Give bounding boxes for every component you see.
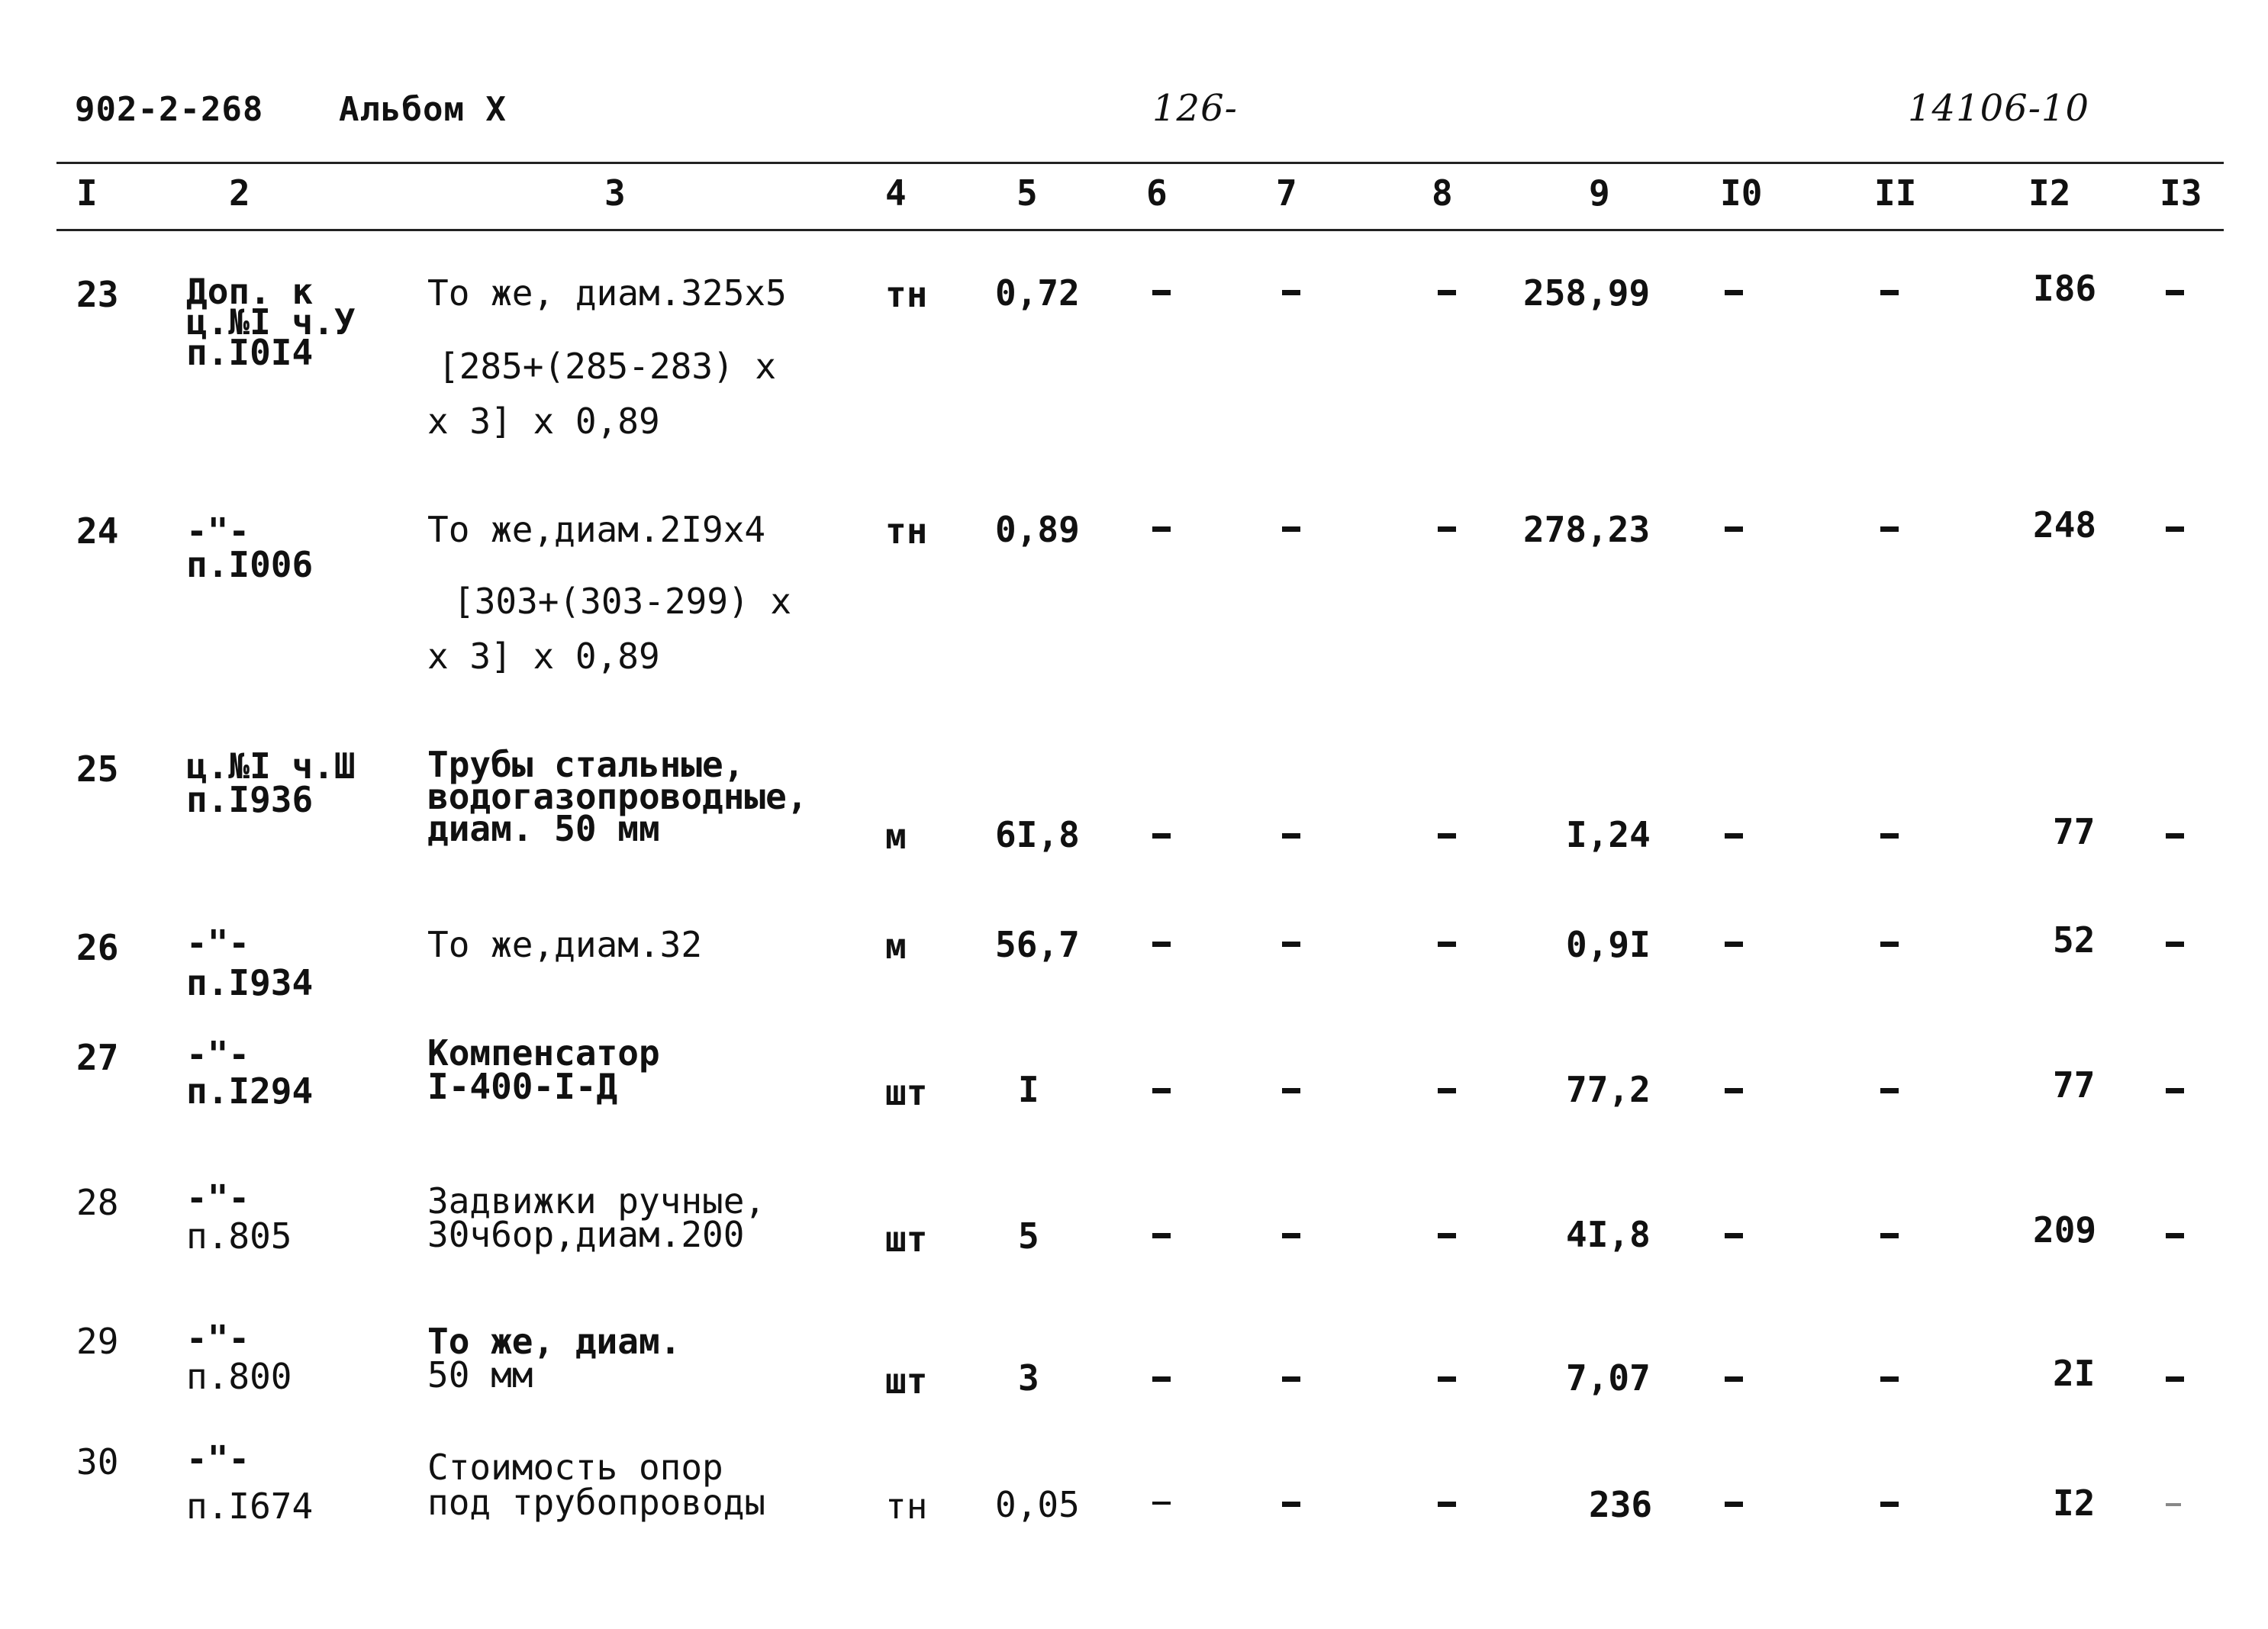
row-quantity: 3 [1018,1357,1039,1399]
row-number: 25 [76,749,119,790]
row-description: Задвижки ручные, [427,1180,766,1222]
row-unit: шт [885,1072,928,1113]
col-header-8: 8 [1432,172,1453,214]
row-ref-line: п.I674 [186,1486,314,1527]
dash-mark [1152,942,1171,947]
col-header-1: I [76,172,98,214]
row-number: 23 [76,274,119,315]
dash-mark [1152,1376,1171,1382]
row-ref-line: п.I934 [186,962,314,1003]
row-quantity: 0,72 [995,272,1080,314]
row-col12-value: I2 [2053,1483,2096,1524]
dash-mark [1282,942,1300,947]
row-number: 26 [76,927,119,968]
row-unit: м [885,816,907,857]
row-description: водогазопроводные, [427,776,808,817]
row-ref-line: Доп. к [186,271,314,312]
dash-mark [1880,290,1899,295]
header-rule [56,162,2224,164]
dash-mark [1725,290,1743,295]
sheet-number: 14106-10 [1908,87,2089,130]
row-col9-value: 0,9I [1566,924,1651,965]
dash-mark [2166,526,2184,532]
dash-mark [1438,526,1456,532]
row-col9-value: 7,07 [1566,1357,1651,1399]
row-number: 27 [76,1037,119,1078]
dash-mark [1438,1502,1456,1507]
row-col12-value: 2I [2053,1353,2096,1394]
row-quantity: 5 [1018,1215,1039,1257]
col-header-5: 5 [1016,172,1038,214]
row-quantity: 0,89 [995,509,1080,550]
row-unit: шт [885,1219,928,1260]
row-number: 30 [76,1441,119,1483]
dash-mark [1152,833,1171,839]
row-description: Трубы стальные, [427,744,745,785]
row-col9-value: 4I,8 [1566,1214,1651,1255]
row-description: То же,диам.32 [427,924,703,965]
dash-mark [1152,1233,1171,1238]
col-header-12: I2 [2028,172,2071,214]
dash-mark [1282,833,1300,839]
dash-mark [1282,1376,1300,1382]
dash-mark [1725,1233,1743,1238]
col-header-2: 2 [229,172,250,214]
dash-mark [2166,1376,2184,1382]
dash-mark [1282,290,1300,295]
dash-mark [1880,942,1899,947]
col-header-3: 3 [604,172,626,214]
dash-mark [1282,1502,1300,1507]
dash-mark [1880,1088,1899,1093]
dash-mark [1152,1088,1171,1093]
dash-mark [1880,833,1899,839]
col-header-7: 7 [1276,172,1297,214]
row-formula-line: х 3] х 0,89 [427,636,660,677]
dash-mark [1152,1502,1171,1505]
row-col9-value: 77,2 [1566,1069,1651,1110]
dash-mark [1880,1502,1899,1507]
dash-mark [2166,1233,2184,1238]
row-formula-line: [303+(303-299) х [453,581,792,622]
row-ref-line: п.I0I4 [186,332,314,373]
row-description: Стоимость опор [427,1447,723,1488]
dash-mark [1282,1088,1300,1093]
row-description: I-400-I-Д [427,1066,618,1107]
row-col12-value: I86 [2033,268,2097,309]
dash-mark [2166,833,2184,839]
row-quantity: 6I,8 [995,814,1080,855]
dash-mark [1152,526,1171,532]
col-header-9: 9 [1589,172,1610,214]
row-unit: тн [885,510,928,552]
col-header-10: I0 [1720,172,1763,214]
row-description: под трубопроводы [427,1482,766,1523]
dash-mark [1725,1088,1743,1093]
dash-mark [1282,1233,1300,1238]
row-ref-line: -"- [186,1177,250,1219]
row-quantity: 0,05 [995,1484,1080,1525]
dash-mark [2166,1088,2184,1093]
row-col12-value: 52 [2053,919,2096,961]
row-number: 24 [76,510,119,552]
row-ref-line: -"- [186,1034,250,1075]
col-header-6: 6 [1146,172,1168,214]
row-ref-line: п.I294 [186,1070,314,1112]
row-formula-line: х 3] х 0,89 [427,401,660,442]
row-ref-line: -"- [186,922,250,964]
dash-mark [1438,290,1456,295]
dash-mark [1438,833,1456,839]
dash-mark [1438,942,1456,947]
dash-mark [1438,1376,1456,1382]
dash-mark [1880,1376,1899,1382]
row-ref-line: -"- [186,1438,250,1479]
row-col12-value: 77 [2053,811,2096,852]
dash-mark [1725,942,1743,947]
row-unit: тн [885,274,928,315]
row-unit: тн [885,1486,928,1527]
doc-code: 902-2-268 [75,90,264,129]
row-description: 50 мм [427,1354,533,1396]
col-header-13: I3 [2160,172,2202,214]
row-ref-line: -"- [186,510,250,552]
dash-mark [1880,1233,1899,1238]
row-number: 28 [76,1182,119,1223]
row-description: диам. 50 мм [427,808,660,849]
dash-mark [1725,1376,1743,1382]
row-unit: шт [885,1360,928,1402]
row-col9-value: 258,99 [1523,272,1651,314]
row-quantity: I [1018,1069,1039,1110]
row-col9-value: 236 [1589,1484,1653,1525]
dash-mark [1725,526,1743,532]
row-col12-value: 77 [2053,1064,2096,1106]
row-formula-line: [285+(285-283) х [438,346,777,387]
dash-mark [1880,526,1899,532]
dash-mark [2166,1503,2181,1506]
col-header-11: II [1874,172,1917,214]
row-description: 30ч6ор,диам.200 [427,1214,745,1255]
row-col9-value: 278,23 [1523,509,1651,550]
row-description: То же,диам.2I9х4 [427,509,766,550]
dash-mark [1725,1502,1743,1507]
dash-mark [2166,290,2184,295]
page-number: 126- [1152,87,1238,130]
dash-mark [1438,1088,1456,1093]
row-ref-line: п.I936 [186,779,314,820]
dash-mark [2166,942,2184,947]
row-col12-value: 248 [2033,504,2097,546]
row-description: Компенсатор [427,1032,660,1074]
col-header-4: 4 [885,172,907,214]
dash-mark [1725,833,1743,839]
row-col9-value: I,24 [1566,814,1651,855]
row-ref-line: ц.№I ч.У [186,301,356,343]
dash-mark [1282,526,1300,532]
row-quantity: 56,7 [995,924,1080,965]
row-col12-value: 209 [2033,1209,2097,1251]
dash-mark [1152,290,1171,295]
row-ref-line: -"- [186,1318,250,1359]
row-ref-line: п.800 [186,1356,292,1397]
row-number: 29 [76,1321,119,1362]
row-description: То же, диам.325х5 [427,272,787,314]
row-ref-line: п.I006 [186,544,314,585]
row-ref-line: ц.№I ч.Ш [186,745,356,787]
column-header-rule [56,229,2224,231]
row-ref-line: п.805 [186,1215,292,1257]
album-label: Альбом X [339,90,507,129]
row-unit: м [885,926,907,967]
dash-mark [1438,1233,1456,1238]
row-description: То же, диам. [427,1321,681,1362]
